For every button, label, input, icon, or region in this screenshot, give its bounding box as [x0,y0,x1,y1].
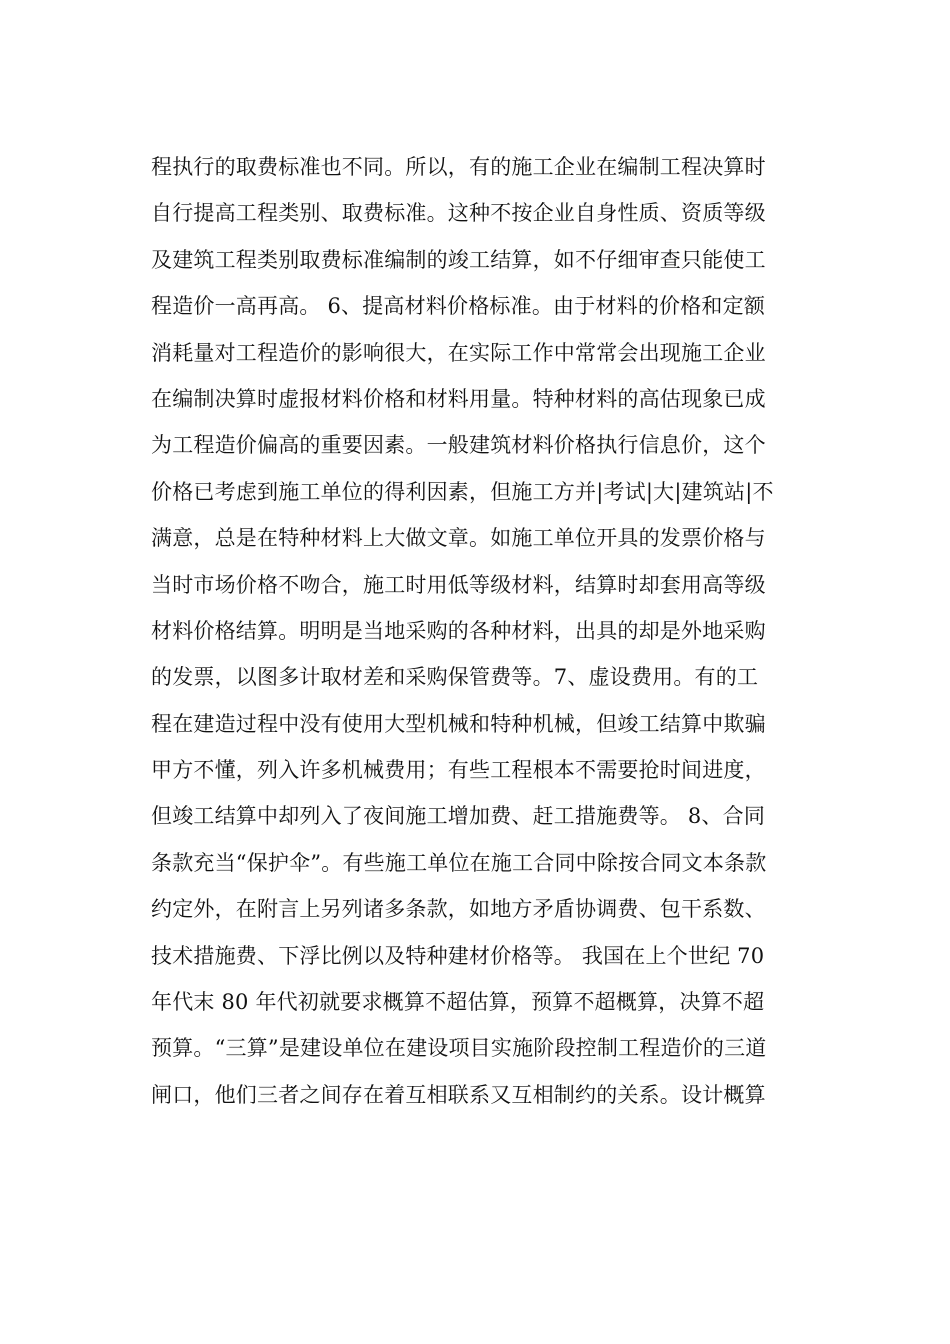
text-line: 技术措施费、下浮比例以及特种建材价格等。 我国在上个世纪 70 [151,943,765,968]
text-line: 甲方不懂，列入许多机械费用；有些工程根本不需要抢时间进度， [151,758,766,783]
text-line: 消耗量对工程造价的影响很大，在实际工作中常常会出现施工企业 [151,340,766,365]
text-line: 程执行的取费标准也不同。所以，有的施工企业在编制工程决算时 [151,155,766,179]
text-line: 预算。“三算”是建设单位在建设项目实施阶段控制工程造价的三道 [151,1036,767,1061]
text-line: 材料价格结算。明明是当地采购的各种材料，出具的却是外地采购 [151,618,766,643]
text-line: 但竣工结算中却列入了夜间施工增加费、赶工措施费等。 8、合同 [151,804,766,829]
text-line: 价格已考虑到施工单位的得利因素，但施工方并|考试|大|建筑站|不 [151,479,774,504]
text-line: 为工程造价偏高的重要因素。一般建筑材料价格执行信息价，这个 [151,433,766,458]
text-line: 自行提高工程类别、取费标准。这种不按企业自身性质、资质等级 [151,201,766,226]
text-line: 程在建造过程中没有使用大型机械和特种机械，但竣工结算中欺骗 [151,711,766,736]
body-text [151,144,811,1118]
text-line: 及建筑工程类别取费标准编制的竣工结算，如不仔细审查只能使工 [151,247,766,272]
text-line: 约定外，在附言上另列诸多条款，如地方矛盾协调费、包干系数、 [151,897,766,922]
text-line: 满意，总是在特种材料上大做文章。如施工单位开具的发票价格与 [151,526,766,551]
text-line: 闸口，他们三者之间存在着互相联系又互相制约的关系。设计概算 [151,1082,766,1107]
text-line: 条款充当“保护伞”。有些施工单位在施工合同中除按合同文本条款 [151,850,767,875]
text-line: 的发票，以图多计取材差和采购保管费等。7、虚设费用。有的工 [151,665,759,690]
text-line: 在编制决算时虚报材料价格和材料用量。特种材料的高估现象已成 [151,386,766,411]
text-line: 年代末 80 年代初就要求概算不超估算，预算不超概算，决算不超 [151,990,765,1015]
text-line: 程造价一高再高。 6、提高材料价格标准。由于材料的价格和定额 [151,294,766,319]
text-line: 当时市场价格不吻合，施工时用低等级材料，结算时却套用高等级 [151,572,766,597]
